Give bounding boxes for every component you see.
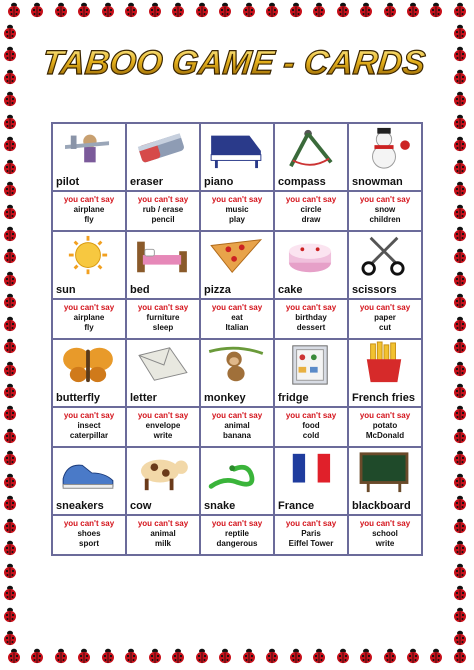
picture-row [53, 124, 421, 192]
ladybug-icon [2, 361, 18, 377]
taboo-word: animal [224, 421, 250, 430]
taboo-word: cut [379, 323, 391, 332]
bed-icon [131, 234, 193, 278]
you-cant-say-label: you can't say [359, 303, 411, 312]
ladybug-icon [288, 648, 304, 664]
ladybug-icon [2, 316, 18, 332]
piano-icon [205, 126, 267, 170]
ladybug-icon [2, 585, 18, 601]
ladybug-icon [123, 2, 139, 18]
card-word: cow [130, 500, 152, 512]
ladybug-icon [2, 91, 18, 107]
card-picture-cell [201, 124, 275, 190]
card-taboo-cell [349, 300, 421, 338]
card-picture-cell [127, 340, 201, 406]
card-picture-cell [349, 232, 421, 298]
taboo-word: envelope [145, 421, 181, 430]
ladybug-icon [405, 2, 421, 18]
title-text: TABOO GAME - CARDS [40, 44, 428, 82]
taboo-word: potato [372, 421, 398, 430]
ladybug-icon [2, 338, 18, 354]
taboo-word: banana [222, 431, 251, 440]
ladybug-icon [452, 159, 468, 175]
taboo-word: Eiffel Tower [288, 539, 334, 548]
taboo-word: write [153, 431, 173, 440]
card-picture-cell [275, 340, 349, 406]
ladybug-icon [2, 630, 18, 646]
ladybug-icon [452, 518, 468, 534]
taboo-word: play [228, 215, 245, 224]
taboo-words-row [53, 408, 421, 448]
sneakers-icon [57, 450, 119, 494]
ladybug-icon [217, 2, 233, 18]
ladybug-icon [194, 648, 210, 664]
taboo-word: children [369, 215, 401, 224]
ladybug-icon [452, 293, 468, 309]
ladybug-icon [452, 24, 468, 40]
card-taboo-cell [275, 408, 349, 446]
ladybug-icon [100, 2, 116, 18]
card-word: scissors [352, 284, 397, 296]
you-cant-say-label: you can't say [359, 195, 411, 204]
picture-row [53, 232, 421, 300]
ladybug-icon [123, 648, 139, 664]
ladybug-icon [452, 428, 468, 444]
ladybug-icon [2, 271, 18, 287]
you-cant-say-label: you can't say [137, 195, 189, 204]
card-word: pizza [204, 284, 231, 296]
card-word: France [278, 500, 315, 512]
cow-icon [131, 450, 193, 494]
card-picture-cell [275, 232, 349, 298]
card-picture-cell [127, 232, 201, 298]
card-word: monkey [204, 392, 246, 404]
card-picture-cell [275, 448, 349, 514]
taboo-word: milk [154, 539, 171, 548]
taboo-word: snow [374, 205, 396, 214]
ladybug-icon [2, 226, 18, 242]
ladybug-icon [2, 248, 18, 264]
card-word: eraser [130, 176, 164, 188]
ladybug-icon [264, 2, 280, 18]
ladybug-icon [2, 428, 18, 444]
taboo-word: Italian [225, 323, 249, 332]
you-cant-say-label: you can't say [63, 303, 115, 312]
card-taboo-cell [127, 408, 201, 446]
pizza-icon [205, 234, 267, 278]
ladybug-icon [452, 271, 468, 287]
ladybug-icon [2, 181, 18, 197]
ladybug-icon [2, 473, 18, 489]
card-picture-cell [53, 448, 127, 514]
ladybug-icon [452, 204, 468, 220]
ladybug-icon [452, 495, 468, 511]
blackboard-icon [353, 450, 415, 494]
taboo-word: airplane [73, 313, 105, 322]
ladybug-icon [288, 2, 304, 18]
card-word: French fries [352, 392, 415, 404]
taboo-word: insect [77, 421, 101, 430]
taboo-word: eat [231, 313, 243, 322]
you-cant-say-label: you can't say [63, 519, 115, 528]
card-picture-cell [127, 448, 201, 514]
ladybug-border-top [0, 2, 474, 24]
you-cant-say-label: you can't say [285, 303, 337, 312]
ladybug-icon [2, 607, 18, 623]
card-taboo-cell [349, 516, 421, 554]
card-taboo-cell [275, 516, 349, 554]
ladybug-icon [241, 2, 257, 18]
sun-icon [57, 234, 119, 278]
card-picture-cell [201, 340, 275, 406]
card-word: snowman [352, 176, 403, 188]
ladybug-icon [311, 2, 327, 18]
ladybug-icon [2, 495, 18, 511]
ladybug-icon [2, 24, 18, 40]
ladybug-icon [335, 2, 351, 18]
card-taboo-cell [53, 516, 127, 554]
ladybug-icon [452, 248, 468, 264]
card-taboo-cell [127, 516, 201, 554]
ladybug-icon [53, 2, 69, 18]
you-cant-say-label: you can't say [359, 411, 411, 420]
taboo-word: McDonald [365, 431, 405, 440]
scissors-icon [353, 234, 415, 278]
ladybug-icon [428, 648, 444, 664]
taboo-word: fly [84, 215, 94, 224]
snowman-icon [353, 126, 415, 170]
you-cant-say-label: you can't say [285, 195, 337, 204]
fries-icon [353, 342, 415, 386]
ladybug-icon [2, 114, 18, 130]
ladybug-icon [452, 450, 468, 466]
taboo-word: write [375, 539, 395, 548]
ladybug-icon [147, 648, 163, 664]
ladybug-icon [170, 2, 186, 18]
ladybug-icon [2, 518, 18, 534]
taboo-word: dessert [296, 323, 326, 332]
card-taboo-cell [349, 408, 421, 446]
card-taboo-cell [201, 408, 275, 446]
you-cant-say-label: you can't say [211, 195, 263, 204]
eraser-icon [131, 126, 193, 170]
ladybug-icon [452, 630, 468, 646]
taboo-word: school [372, 529, 398, 538]
card-taboo-cell [53, 408, 127, 446]
ladybug-icon [335, 648, 351, 664]
you-cant-say-label: you can't say [63, 195, 115, 204]
ladybug-icon [76, 648, 92, 664]
card-picture-cell [349, 448, 421, 514]
taboo-words-row [53, 300, 421, 340]
ladybug-icon [100, 648, 116, 664]
ladybug-border-right [452, 24, 472, 646]
ladybug-icon [452, 69, 468, 85]
taboo-word: draw [301, 215, 321, 224]
ladybug-icon [452, 648, 468, 664]
card-word: snake [204, 500, 236, 512]
ladybug-icon [2, 69, 18, 85]
card-taboo-cell [201, 300, 275, 338]
you-cant-say-label: you can't say [137, 303, 189, 312]
ladybug-border-bottom [0, 648, 474, 670]
card-word: piano [204, 176, 234, 188]
taboo-word: Paris [301, 529, 321, 538]
cake-icon [279, 234, 341, 278]
ladybug-icon [452, 46, 468, 62]
ladybug-icon [452, 2, 468, 18]
taboo-word: birthday [295, 313, 327, 322]
ladybug-icon [6, 648, 22, 664]
you-cant-say-label: you can't say [211, 411, 263, 420]
you-cant-say-label: you can't say [211, 519, 263, 528]
card-word: letter [130, 392, 157, 404]
page-title [40, 32, 428, 90]
taboo-word: circle [300, 205, 322, 214]
taboo-word: sleep [152, 323, 174, 332]
ladybug-icon [29, 648, 45, 664]
taboo-word: shoes [77, 529, 101, 538]
taboo-word: dangerous [216, 539, 258, 548]
compass-icon [279, 126, 341, 170]
card-taboo-cell [275, 192, 349, 230]
taboo-word: furniture [146, 313, 180, 322]
card-word: cake [278, 284, 303, 296]
ladybug-icon [452, 316, 468, 332]
card-taboo-cell [349, 192, 421, 230]
ladybug-icon [2, 540, 18, 556]
ladybug-icon [29, 2, 45, 18]
ladybug-icon [452, 563, 468, 579]
card-picture-cell [201, 448, 275, 514]
ladybug-icon [452, 540, 468, 556]
ladybug-icon [2, 450, 18, 466]
taboo-word: sport [79, 539, 99, 548]
card-picture-cell [201, 232, 275, 298]
card-picture-cell [53, 232, 127, 298]
ladybug-icon [2, 136, 18, 152]
ladybug-icon [311, 648, 327, 664]
ladybug-icon [452, 361, 468, 377]
taboo-word: music [225, 205, 249, 214]
you-cant-say-label: you can't say [63, 411, 115, 420]
ladybug-icon [76, 2, 92, 18]
ladybug-icon [382, 2, 398, 18]
taboo-word: caterpillar [69, 431, 109, 440]
ladybug-icon [170, 648, 186, 664]
ladybug-icon [6, 2, 22, 18]
ladybug-icon [452, 338, 468, 354]
ladybug-icon [452, 181, 468, 197]
ladybug-icon [358, 648, 374, 664]
you-cant-say-label: you can't say [285, 519, 337, 528]
ladybug-icon [2, 405, 18, 421]
ladybug-icon [2, 159, 18, 175]
snake-icon [205, 450, 267, 494]
ladybug-icon [264, 648, 280, 664]
card-taboo-cell [53, 192, 127, 230]
card-taboo-cell [275, 300, 349, 338]
card-word: sneakers [56, 500, 104, 512]
you-cant-say-label: you can't say [359, 519, 411, 528]
you-cant-say-label: you can't say [285, 411, 337, 420]
card-picture-cell [349, 124, 421, 190]
taboo-words-row [53, 192, 421, 232]
ladybug-icon [452, 136, 468, 152]
picture-row [53, 340, 421, 408]
ladybug-icon [53, 648, 69, 664]
you-cant-say-label: you can't say [211, 303, 263, 312]
card-taboo-cell [201, 516, 275, 554]
taboo-word: airplane [73, 205, 105, 214]
taboo-word: reptile [224, 529, 249, 538]
card-word: bed [130, 284, 150, 296]
taboo-word: food [302, 421, 320, 430]
butterfly-icon [57, 342, 119, 386]
card-taboo-cell [53, 300, 127, 338]
card-taboo-cell [127, 300, 201, 338]
ladybug-icon [428, 2, 444, 18]
card-word: sun [56, 284, 76, 296]
ladybug-icon [2, 563, 18, 579]
ladybug-icon [358, 2, 374, 18]
fridge-icon [279, 342, 341, 386]
you-cant-say-label: you can't say [137, 411, 189, 420]
taboo-word: pencil [151, 215, 175, 224]
pilot-icon [57, 126, 119, 170]
taboo-words-row [53, 516, 421, 554]
ladybug-icon [147, 2, 163, 18]
ladybug-icon [382, 648, 398, 664]
ladybug-border-left [2, 24, 22, 646]
ladybug-icon [452, 607, 468, 623]
ladybug-icon [241, 648, 257, 664]
you-cant-say-label: you can't say [137, 519, 189, 528]
taboo-word: rub / erase [142, 205, 184, 214]
card-word: compass [278, 176, 326, 188]
card-taboo-cell [201, 192, 275, 230]
card-picture-cell [127, 124, 201, 190]
ladybug-icon [194, 2, 210, 18]
taboo-word: cold [302, 431, 320, 440]
ladybug-icon [217, 648, 233, 664]
card-word: blackboard [352, 500, 411, 512]
card-taboo-cell [127, 192, 201, 230]
picture-row [53, 448, 421, 516]
ladybug-icon [2, 383, 18, 399]
ladybug-icon [2, 46, 18, 62]
taboo-word: animal [150, 529, 176, 538]
ladybug-icon [452, 226, 468, 242]
taboo-card-grid [51, 122, 423, 556]
ladybug-icon [452, 405, 468, 421]
france-flag-icon [279, 450, 341, 494]
ladybug-icon [452, 473, 468, 489]
card-picture-cell [275, 124, 349, 190]
ladybug-icon [2, 204, 18, 220]
ladybug-icon [2, 293, 18, 309]
card-picture-cell [349, 340, 421, 406]
ladybug-icon [452, 585, 468, 601]
card-word: fridge [278, 392, 309, 404]
card-picture-cell [53, 124, 127, 190]
card-word: pilot [56, 176, 80, 188]
taboo-word: paper [374, 313, 396, 322]
taboo-word: fly [84, 323, 94, 332]
ladybug-icon [452, 383, 468, 399]
ladybug-icon [405, 648, 421, 664]
letter-icon [131, 342, 193, 386]
ladybug-icon [452, 114, 468, 130]
ladybug-icon [452, 91, 468, 107]
monkey-icon [205, 342, 267, 386]
card-word: butterfly [56, 392, 100, 404]
card-picture-cell [53, 340, 127, 406]
